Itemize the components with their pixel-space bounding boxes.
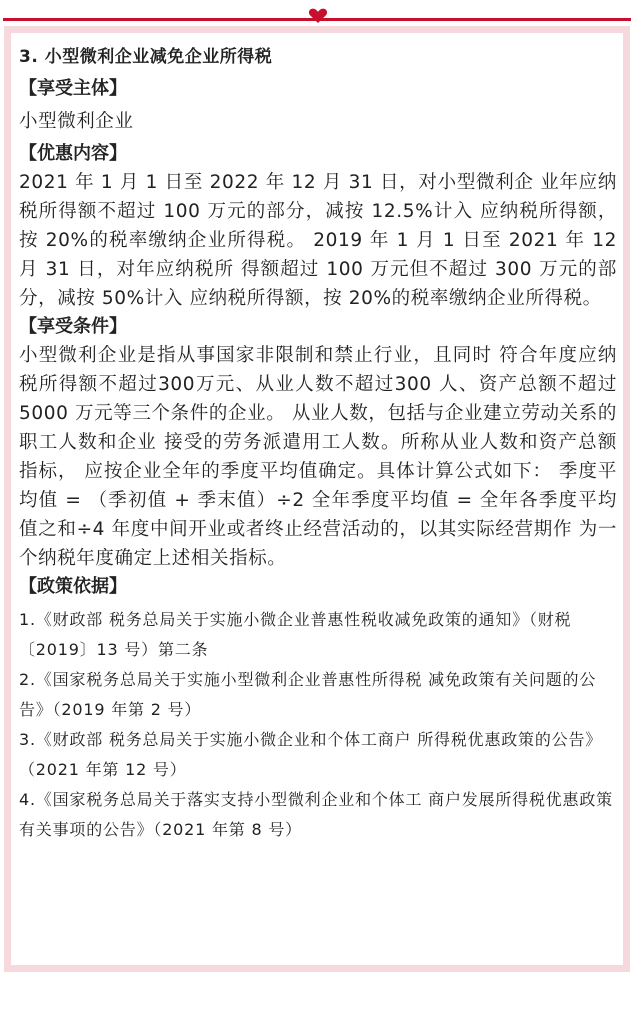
- policy-item: 1.《财政部 税务总局关于实施小微企业普惠性税收减免政策的通知》（财税〔2019〕13 号）第二条: [19, 610, 572, 659]
- policy-item: 3.《财政部 税务总局关于实施小微企业和个体工商户 所得税优惠政策的公告》（2021 年第 12 号）: [19, 730, 603, 779]
- content-paragraph: 2021 年 1 月 1 日至 2022 年 12 月 31 日，对小型微利企 业年应纳税所得额不超过 100 万元的部分，减按 12.5%计入 应纳税所得额，按 20%的税率缴纳企业所得税。 2019 年 1 月 1 日至 2021 年 12 月 31 日，对年应纳税所 得额超过 100 万元但不超过 300 万元的部分，减按 50%计入 应纳税所得额，按 20%的税率缴纳企业所得税。: [19, 172, 617, 309]
- subject-text: 小型微利企业: [19, 111, 134, 132]
- policy-item: 2.《国家税务总局关于实施小型微利企业普惠性所得税 减免政策有关问题的公告》（2019 年第 2 号）: [19, 670, 597, 719]
- heart-icon: [308, 8, 328, 24]
- article-body: [19, 38, 617, 845]
- condition-paragraph: 小型微利企业是指从事国家非限制和禁止行业，且同时 符合年度应纳税所得额不超过300万元、从业人数不超过300 人、资产总额不超过 5000 万元等三个条件的企业。 从业人数，包括与企业建立劳动关系的职工人数和企业 接受的劳务派遣用工人数。所称从业人数和资产总额指标， 应按企业全年的季度平均值确定。具体计算公式如下： 季度平均值 = （季初值 + 季末值）÷2 全年季度平均值 = 全年各季度平均值之和÷4 年度中间开业或者终止经营活动的，以其实际经营期作 为一个纳税年度确定上述相关指标。: [19, 345, 617, 569]
- policy-list: [19, 605, 617, 845]
- section-heading-policy: 【政策依据】: [19, 576, 127, 597]
- policy-item: 4.《国家税务总局关于落实支持小型微利企业和个体工 商户发展所得税优惠政策有关事项的公告》（2021 年第 8 号）: [19, 790, 613, 839]
- section-heading-content: 【优惠内容】: [19, 143, 127, 164]
- article-title: 3. 小型微利企业减免企业所得税: [19, 47, 273, 67]
- section-heading-subject: 【享受主体】: [19, 78, 127, 99]
- section-heading-condition: 【享受条件】: [19, 316, 127, 337]
